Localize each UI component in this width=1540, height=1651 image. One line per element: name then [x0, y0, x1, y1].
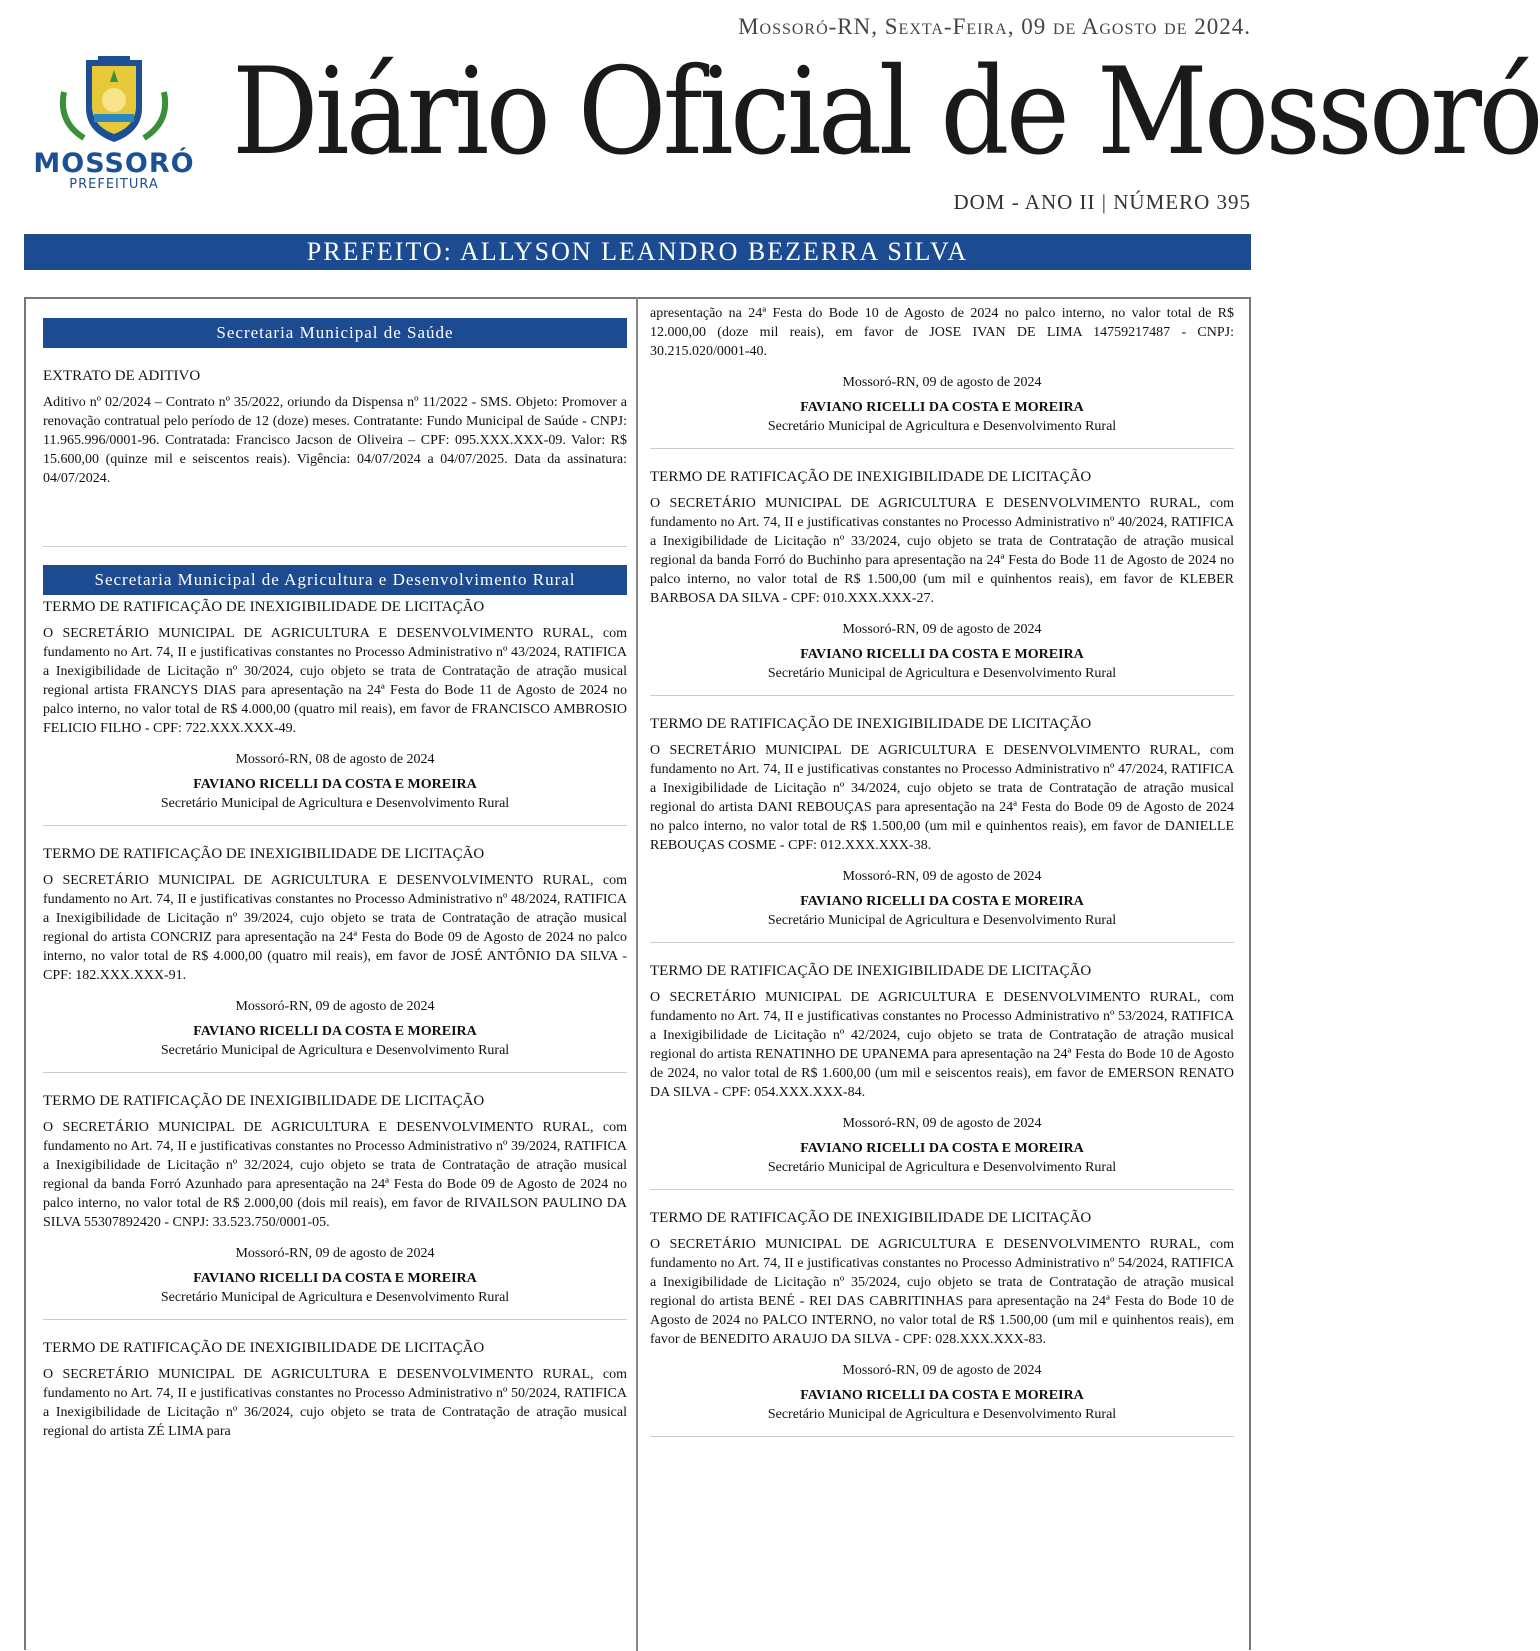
block-body: O SECRETÁRIO MUNICIPAL DE AGRICULTURA E DESENVOLVIMENTO RURAL, com fundamento no Art. 74, II e justificativas constantes no Processo Administrativo nº 48/2024, RATIFICA a Inexigibilidade de Licitação nº 39/2024, cujo objeto se trata de Contratação de atração musical regional do artista CONCRIZ para apresentação na 24ª Festa do Bode 09 de Agosto de 2024 no palco interno, no valor total de R$ 4.000,00 (quatro mil reais), em favor de JOSÉ ANTÔNIO DA SILVA - CPF: 182.XXX.XXX-91.: [43, 873, 627, 983]
block-title: TERMO DE RATIFICAÇÃO DE INEXIGIBILIDADE DE LICITAÇÃO: [650, 963, 1092, 979]
block-body: Aditivo nº 02/2024 – Contrato nº 35/2022, oriundo da Dispensa nº 11/2022 - SMS. Objeto: Promover a renovação contratual pelo período de 12 (doze) meses. Contratante: Fundo Municipal de Saúde - CNPJ: 11.965.996/0001-96. Contratada: Francisco Jacson de Oliveira – CPF: 095.XXX.XXX-09. Valor: R$ 15.600,00 (quinze mil e seiscentos reais). Vigência: 04/07/2024 a 04/07/2025. Data da assinatura: 04/07/2024.: [43, 395, 627, 486]
issue-date: Mossoró-RN, Sexta-Feira, 09 de Agosto de 2024.: [738, 14, 1251, 39]
signer-name: FAVIANO RICELLI DA COSTA E MOREIRA: [800, 647, 1084, 662]
signature-date: Mossoró-RN, 09 de agosto de 2024: [842, 622, 1042, 637]
block-body: O SECRETÁRIO MUNICIPAL DE AGRICULTURA E DESENVOLVIMENTO RURAL, com fundamento no Art. 74, II e justificativas constantes no Processo Administrativo nº 50/2024, RATIFICA a Inexigibilidade de Licitação nº 36/2024, cujo objeto se trata de Contratação de atração musical regional do artista ZÉ LIMA para: [43, 1367, 627, 1439]
column-divider: [636, 297, 638, 1651]
separator: [650, 695, 1234, 696]
block-body: O SECRETÁRIO MUNICIPAL DE AGRICULTURA E DESENVOLVIMENTO RURAL, com fundamento no Art. 74, II e justificativas constantes no Processo Administrativo nº 47/2024, RATIFICA a Inexigibilidade de Licitação nº 34/2024, cujo objeto se trata de Contratação de atração musical regional do artista DANI REBOUÇAS para apresentação na 24ª Festa do Bode 09 de Agosto de 2024 no palco interno, no valor total de R$ 1.500,00 (um mil e quinhentos reais), em favor de DANIELLE REBOUÇAS COSME - CPF: 012.XXX.XXX-38.: [650, 743, 1234, 853]
block-body: O SECRETÁRIO MUNICIPAL DE AGRICULTURA E DESENVOLVIMENTO RURAL, com fundamento no Art. 74, II e justificativas constantes no Processo Administrativo nº 43/2024, RATIFICA a Inexigibilidade de Licitação nº 30/2024, cujo objeto se trata de Contratação de atração musical regional artista FRANCYS DIAS para apresentação na 24ª Festa do Bode 11 de Agosto de 2024 no palco interno, no valor total de R$ 4.000,00 (quatro mil reais), em favor de FRANCISCO AMBROSIO FELICIO FILHO - CPF: 722.XXX.XXX-49.: [43, 626, 627, 736]
mayor-banner: PREFEITO: ALLYSON LEANDRO BEZERRA SILVA: [24, 234, 1251, 270]
signer-name: FAVIANO RICELLI DA COSTA E MOREIRA: [800, 1141, 1084, 1156]
section-heading-agricultura: Secretaria Municipal de Agricultura e Desenvolvimento Rural: [43, 565, 627, 595]
block-title: TERMO DE RATIFICAÇÃO DE INEXIGIBILIDADE DE LICITAÇÃO: [43, 599, 485, 615]
municipal-logo: [24, 52, 204, 202]
section-heading-saude: Secretaria Municipal de Saúde: [43, 318, 627, 348]
signature-date: Mossoró-RN, 09 de agosto de 2024: [235, 1246, 435, 1261]
signer-role: Secretário Municipal de Agricultura e Desenvolvimento Rural: [160, 1290, 510, 1305]
signer-name: FAVIANO RICELLI DA COSTA E MOREIRA: [800, 894, 1084, 909]
block-body: O SECRETÁRIO MUNICIPAL DE AGRICULTURA E DESENVOLVIMENTO RURAL, com fundamento no Art. 74, II e justificativas constantes no Processo Administrativo nº 39/2024, RATIFICA a Inexigibilidade de Licitação nº 32/2024, cujo objeto se trata de Contratação de atração musical regional da banda Forró Azunhado para apresentação na 24ª Festa do Bode 09 de Agosto de 2024 no palco interno, no valor total de R$ 2.000,00 (dois mil reais), em favor de RIVAILSON PAULINO DA SILVA 55307892420 - CNPJ: 33.523.750/0001-05.: [43, 1120, 627, 1230]
left-column: [43, 300, 627, 1441]
coat-of-arms-icon: [54, 52, 174, 148]
block-title: TERMO DE RATIFICAÇÃO DE INEXIGIBILIDADE DE LICITAÇÃO: [650, 1210, 1092, 1226]
signature-date: Mossoró-RN, 09 de agosto de 2024: [842, 1116, 1042, 1131]
separator: [650, 1189, 1234, 1190]
block-title: TERMO DE RATIFICAÇÃO DE INEXIGIBILIDADE DE LICITAÇÃO: [650, 716, 1092, 732]
signer-role: Secretário Municipal de Agricultura e Desenvolvimento Rural: [767, 419, 1117, 434]
masthead-title: Diário Oficial de Mossoró: [232, 43, 1540, 182]
separator: [650, 448, 1234, 449]
block-body: O SECRETÁRIO MUNICIPAL DE AGRICULTURA E DESENVOLVIMENTO RURAL, com fundamento no Art. 74, II e justificativas constantes no Processo Administrativo nº 53/2024, RATIFICA a Inexigibilidade de Licitação nº 42/2024, cujo objeto se trata de Contratação de atração musical regional do artista RENATINHO DE UPANEMA para apresentação na 24ª Festa do Bode 10 de Agosto de 2024, no valor total de R$ 1.600,00 (um mil e seiscentos reais), em favor de EMERSON RENATO DA SILVA - CPF: 054.XXX.XXX-84.: [650, 990, 1234, 1100]
block-title: EXTRATO DE ADITIVO: [43, 368, 201, 384]
signer-role: Secretário Municipal de Agricultura e Desenvolvimento Rural: [767, 1160, 1117, 1175]
separator: [43, 825, 627, 826]
block-body: O SECRETÁRIO MUNICIPAL DE AGRICULTURA E DESENVOLVIMENTO RURAL, com fundamento no Art. 74, II e justificativas constantes no Processo Administrativo nº 40/2024, RATIFICA a Inexigibilidade de Licitação nº 33/2024, cujo objeto se trata de Contratação de atração musical regional da banda Forró do Buchinho para apresentação na 24ª Festa do Bode 11 de Agosto de 2024 no palco interno, no valor total de R$ 1.500,00 (um mil e quinhentos reais), em favor de KLEBER BARBOSA DA SILVA - CPF: 010.XXX.XXX-27.: [650, 496, 1234, 606]
block-title: TERMO DE RATIFICAÇÃO DE INEXIGIBILIDADE DE LICITAÇÃO: [43, 846, 485, 862]
block-title: TERMO DE RATIFICAÇÃO DE INEXIGIBILIDADE DE LICITAÇÃO: [650, 469, 1092, 485]
signature-date: Mossoró-RN, 09 de agosto de 2024: [842, 1363, 1042, 1378]
signer-role: Secretário Municipal de Agricultura e Desenvolvimento Rural: [767, 666, 1117, 681]
signer-name: FAVIANO RICELLI DA COSTA E MOREIRA: [193, 777, 477, 792]
signer-role: Secretário Municipal de Agricultura e Desenvolvimento Rural: [767, 1407, 1117, 1422]
separator: [43, 1319, 627, 1320]
signer-role: Secretário Municipal de Agricultura e Desenvolvimento Rural: [160, 796, 510, 811]
edition-number: DOM - ANO II | NÚMERO 395: [953, 190, 1251, 214]
logo-brand: MOSSORÓ: [33, 148, 195, 179]
right-column: [650, 300, 1234, 1437]
signer-name: FAVIANO RICELLI DA COSTA E MOREIRA: [800, 400, 1084, 415]
separator: [43, 1072, 627, 1073]
signer-name: FAVIANO RICELLI DA COSTA E MOREIRA: [193, 1271, 477, 1286]
signer-role: Secretário Municipal de Agricultura e Desenvolvimento Rural: [160, 1043, 510, 1058]
signature-date: Mossoró-RN, 09 de agosto de 2024: [842, 375, 1042, 390]
signer-name: FAVIANO RICELLI DA COSTA E MOREIRA: [800, 1388, 1084, 1403]
signature-date: Mossoró-RN, 09 de agosto de 2024: [235, 999, 435, 1014]
separator: [650, 1436, 1234, 1437]
logo-subtitle: PREFEITURA: [69, 177, 159, 192]
separator: [650, 942, 1234, 943]
block-body-continued: apresentação na 24ª Festa do Bode 10 de Agosto de 2024 no palco interno, no valor total de R$ 12.000,00 (doze mil reais), em favor de JOSE IVAN DE LIMA 14759217487 - CNPJ: 30.215.020/0001-40.: [650, 306, 1234, 359]
block-title: TERMO DE RATIFICAÇÃO DE INEXIGIBILIDADE DE LICITAÇÃO: [43, 1093, 485, 1109]
signature-date: Mossoró-RN, 09 de agosto de 2024: [842, 869, 1042, 884]
block-title: TERMO DE RATIFICAÇÃO DE INEXIGIBILIDADE DE LICITAÇÃO: [43, 1340, 485, 1356]
separator: [43, 546, 627, 547]
signature-date: Mossoró-RN, 08 de agosto de 2024: [235, 752, 435, 767]
signer-role: Secretário Municipal de Agricultura e Desenvolvimento Rural: [767, 913, 1117, 928]
block-body: O SECRETÁRIO MUNICIPAL DE AGRICULTURA E DESENVOLVIMENTO RURAL, com fundamento no Art. 74, II e justificativas constantes no Processo Administrativo nº 54/2024, RATIFICA a Inexigibilidade de Licitação nº 35/2024, cujo objeto se trata de Contratação de atração musical regional do artista BENÉ - REI DAS CABRITINHAS para apresentação na 24ª Festa do Bode 10 de Agosto de 2024 no PALCO INTERNO, no valor total de R$ 1.500,00 (um mil e quinhentos reais), em favor de BENEDITO ARAUJO DA SILVA - CPF: 028.XXX.XXX-83.: [650, 1237, 1234, 1347]
signer-name: FAVIANO RICELLI DA COSTA E MOREIRA: [193, 1024, 477, 1039]
